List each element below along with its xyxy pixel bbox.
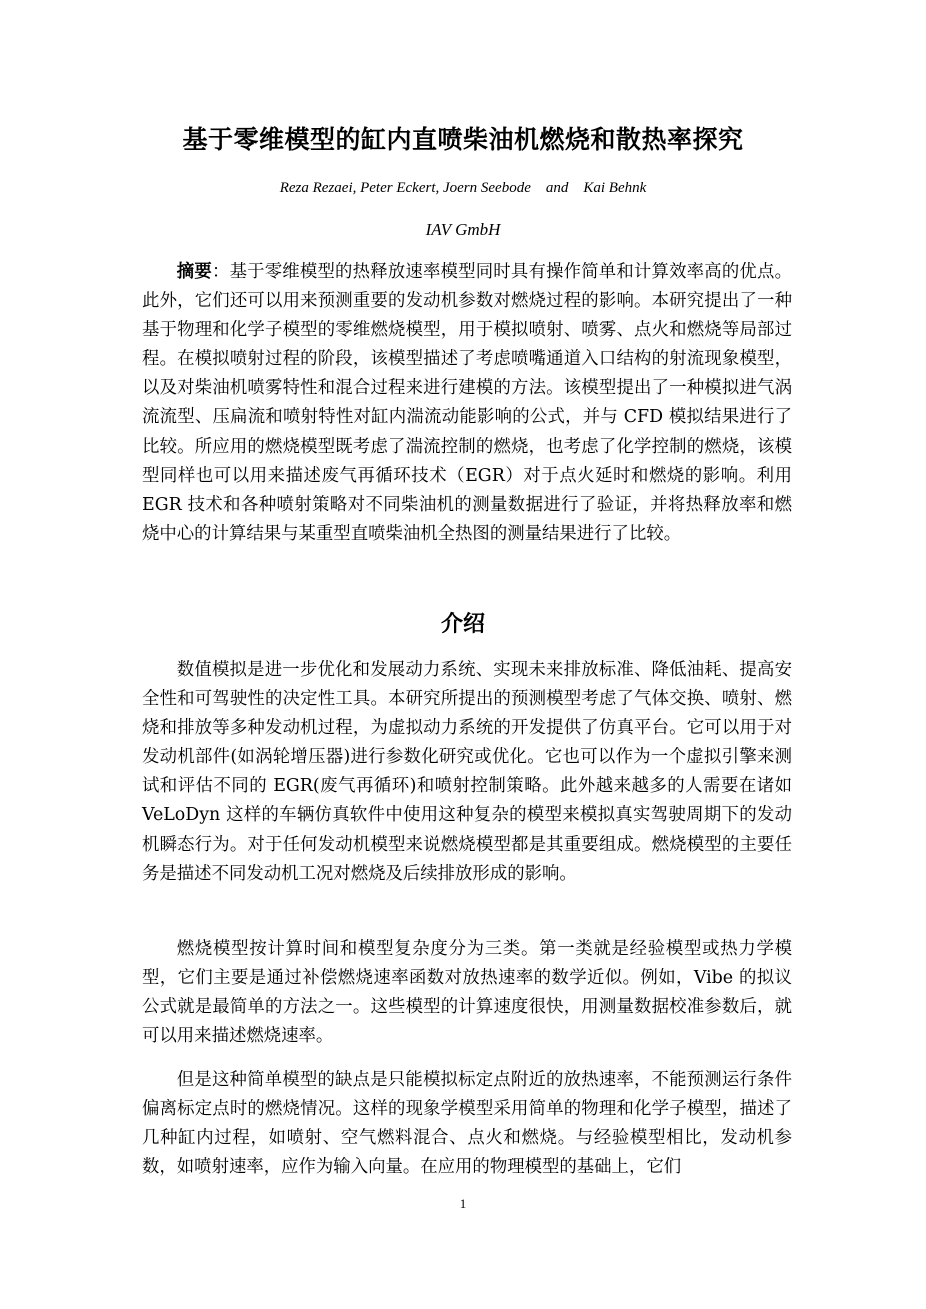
body-paragraph: 燃烧模型按计算时间和模型复杂度分为三类。第一类就是经验模型或热力学模型，它们主要是通过补偿燃烧速率函数对放热速率的数学近似。例如，Vibe 的拟议公式就是最简单的方法之一。这些模型的计算速度很快，用测量数据校准参数后，就可以用来描述燃烧速率。 bbox=[142, 939, 792, 1047]
abstract-text: 基于零维模型的热释放速率模型同时具有操作简单和计算效率高的优点。此外，它们还可以用来预测重要的发动机参数对燃烧过程的影响。本研究提出了一种基于物理和化学子模型的零维燃烧模型，用于模拟喷射、喷雾、点火和燃烧等局部过程。在模拟喷射过程的阶段，该模型描述了考虑喷嘴通道入口结构的射流现象模型，以及对柴油机喷雾特性和混合过程来进行建模的方法。该模型提出了一种模拟进气涡流流型、压扁流和喷射特性对缸内湍流动能影响的公式，并与 CFD 模拟结果进行了比较。所应用的燃烧模型既考虑了湍流控制的燃烧，也考虑了化学控制的燃烧，该模型同样也可以用来描述废气再循环技术（EGR）对于点火延时和燃烧的影响。利用 EGR 技术和各种喷射策略对不同柴油机的测量数据进行了验证，并将热释放率和燃烧中心的计算结果与某重型直喷柴油机全热图的测量结果进行了比较。 bbox=[142, 262, 792, 544]
page-number: 1 bbox=[459, 1196, 467, 1211]
author-list: Reza Rezaei, Peter Eckert, Joern Seebode and Kai Behnk bbox=[279, 180, 647, 196]
body-paragraph: 但是这种简单模型的缺点是只能模拟标定点附近的放热速率，不能预测运行条件偏离标定点时的燃烧情况。这样的现象学模型采用简单的物理和化学子模型，描述了几种缸内过程，如喷射、空气燃料混合、点火和燃烧。与经验模型相比，发动机参数，如喷射速率，应作为输入向量。在应用的物理模型的基础上，它们 bbox=[142, 1070, 792, 1178]
paper-title: 基于零维模型的缸内直喷柴油机燃烧和散热率探究 bbox=[182, 125, 744, 154]
abstract-separator: ： bbox=[211, 262, 230, 282]
abstract bbox=[142, 258, 792, 549]
section-heading-introduction: 介绍 bbox=[440, 612, 485, 637]
abstract-label: 摘要 bbox=[176, 262, 212, 282]
affiliation: IAV GmbH bbox=[425, 220, 501, 239]
body-paragraph: 数值模拟是进一步优化和发展动力系统、实现未来排放标准、降低油耗、提高安全性和可驾驶性的决定性工具。本研究所提出的预测模型考虑了气体交换、喷射、燃烧和排放等多种发动机过程，为虚拟动力系统的开发提供了仿真平台。它可以用于对发动机部件(如涡轮增压器)进行参数化研究或优化。它也可以作为一个虚拟引擎来测试和评估不同的 EGR(废气再循环)和喷射控制策略。此外越来越多的人需要在诸如 VeLoDyn 这样的车辆仿真软件中使用这种复杂的模型来模拟真实驾驶周期下的发动机瞬态行为。对于任何发动机模型来说燃烧模型都是其重要组成。燃烧模型的主要任务是描述不同发动机工况对燃烧及后续排放形成的影响。 bbox=[142, 660, 792, 884]
